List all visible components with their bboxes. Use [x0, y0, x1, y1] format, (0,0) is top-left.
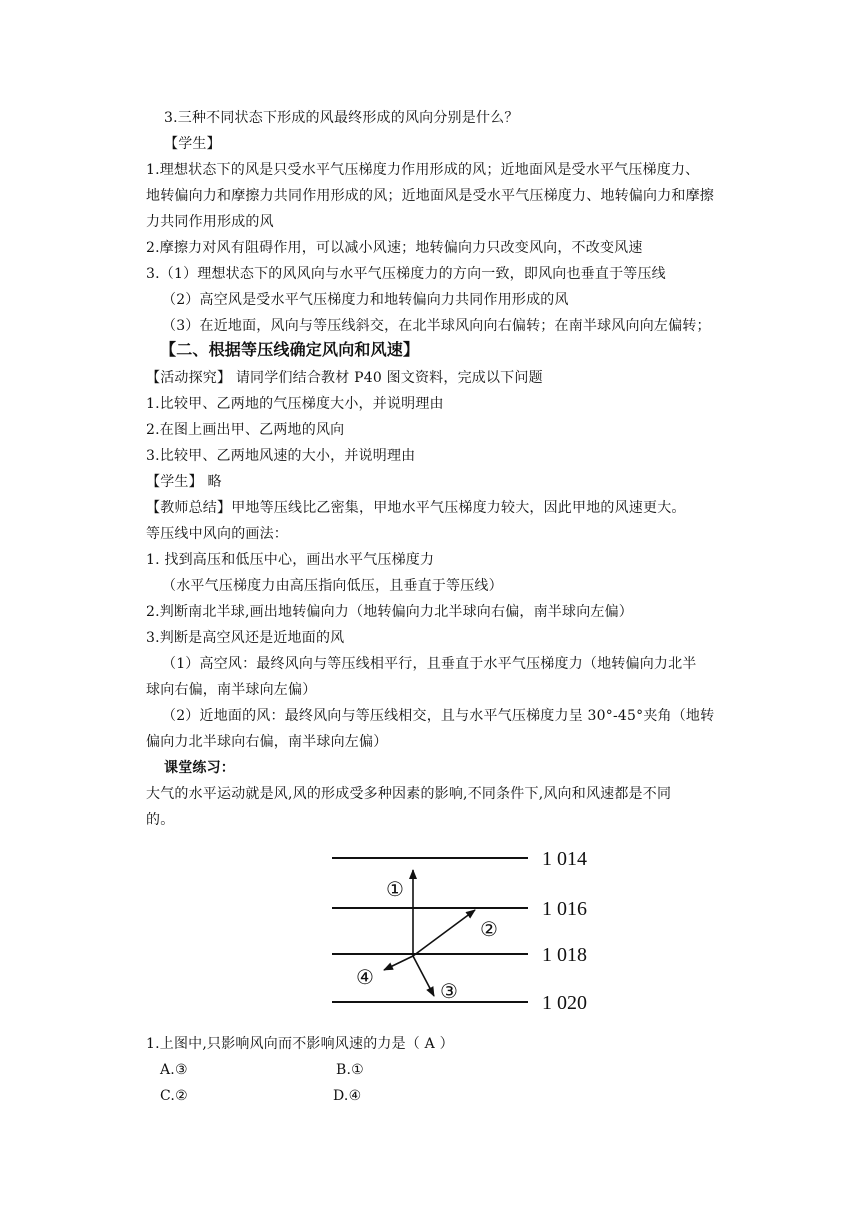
isobar-label: 1 020	[542, 992, 587, 1014]
text-line: 偏向力北半球向右偏，南半球向左偏）	[146, 734, 388, 750]
text-line: 【教师总结】甲地等压线比乙密集，甲地水平气压梯度力较大，因此甲地的风速更大。	[146, 500, 686, 516]
text-line: 2.判断南北半球,画出地转偏向力（地转偏向力北半球向右偏，南半球向左偏）	[146, 604, 634, 620]
isobar-wind-diagram	[320, 838, 610, 1018]
arrow-label: ①	[386, 879, 404, 901]
section-heading: 【二、根据等压线确定风向和风速】	[160, 340, 420, 359]
text-line: （2）近地面的风：最终风向与等压线相交，且与水平气压梯度力呈 30°-45°夹角（地转	[162, 708, 715, 724]
arrow-label: ②	[480, 919, 498, 941]
isobar-label: 1 018	[542, 944, 587, 966]
option-a: A.③	[160, 1062, 188, 1078]
text-line: （3）在近地面，风向与等压线斜交，在北半球风向向右偏转；在南半球风向向左偏转；	[162, 318, 711, 334]
text-line: 1.比较甲、乙两地的气压梯度大小，并说明理由	[146, 396, 444, 412]
text-line: 【学生】 略	[146, 474, 222, 490]
text-line: 1. 找到高压和低压中心，画出水平气压梯度力	[146, 552, 435, 568]
isobar-label: 1 016	[542, 898, 587, 920]
text-line: 1.理想状态下的风是只受水平气压梯度力作用形成的风；近地面风是受水平气压梯度力、	[146, 162, 700, 178]
question-stem: 1.上图中,只影响风向而不影响风速的力是（ A ）	[146, 1036, 454, 1052]
text-line: 【学生】	[164, 136, 221, 152]
wind-arrow-2	[413, 910, 475, 956]
text-line: 等压线中风向的画法：	[146, 526, 288, 542]
text-line: （1）高空风：最终风向与等压线相平行，且垂直于水平气压梯度力（地转偏向力北半	[162, 656, 697, 672]
exercise-heading: 课堂练习：	[164, 760, 235, 776]
option-d: D.④	[333, 1088, 362, 1104]
isobar-label: 1 014	[542, 848, 587, 870]
text-line: （水平气压梯度力由高压指向低压，且垂直于等压线）	[162, 578, 503, 594]
text-line: 3.（1）理想状态下的风风向与水平气压梯度力的方向一致，即风向也垂直于等压线	[146, 266, 666, 282]
option-c: C.②	[160, 1088, 188, 1104]
text-line: 【活动探究】 请同学们结合教材 P40 图文资料，完成以下问题	[146, 370, 543, 386]
wind-arrow-4	[384, 956, 413, 970]
text-line: 大气的水平运动就是风,风的形成受多种因素的影响,不同条件下,风向和风速都是不同	[146, 786, 672, 802]
text-line: 3.三种不同状态下形成的风最终形成的风向分别是什么？	[164, 110, 519, 126]
arrow-label: ④	[356, 967, 374, 989]
text-line: 的。	[146, 812, 175, 828]
wind-arrow-3	[413, 956, 434, 996]
text-line: 2.摩擦力对风有阻碍作用，可以减小风速；地转偏向力只改变风向，不改变风速	[146, 240, 643, 256]
text-line: 力共同作用形成的风	[146, 214, 274, 230]
option-b: B.①	[336, 1062, 364, 1078]
text-line: 3.比较甲、乙两地风速的大小，并说明理由	[146, 448, 416, 464]
text-line: 3.判断是高空风还是近地面的风	[146, 630, 345, 646]
arrow-label: ③	[440, 981, 458, 1003]
text-line: 球向右偏，南半球向左偏）	[146, 682, 317, 698]
text-line: 地转偏向力和摩擦力共同作用形成的风；近地面风是受水平气压梯度力、地转偏向力和摩擦	[146, 188, 714, 204]
text-line: 2.在图上画出甲、乙两地的风向	[146, 422, 345, 438]
text-line: （2）高空风是受水平气压梯度力和地转偏向力共同作用形成的风	[162, 292, 569, 308]
